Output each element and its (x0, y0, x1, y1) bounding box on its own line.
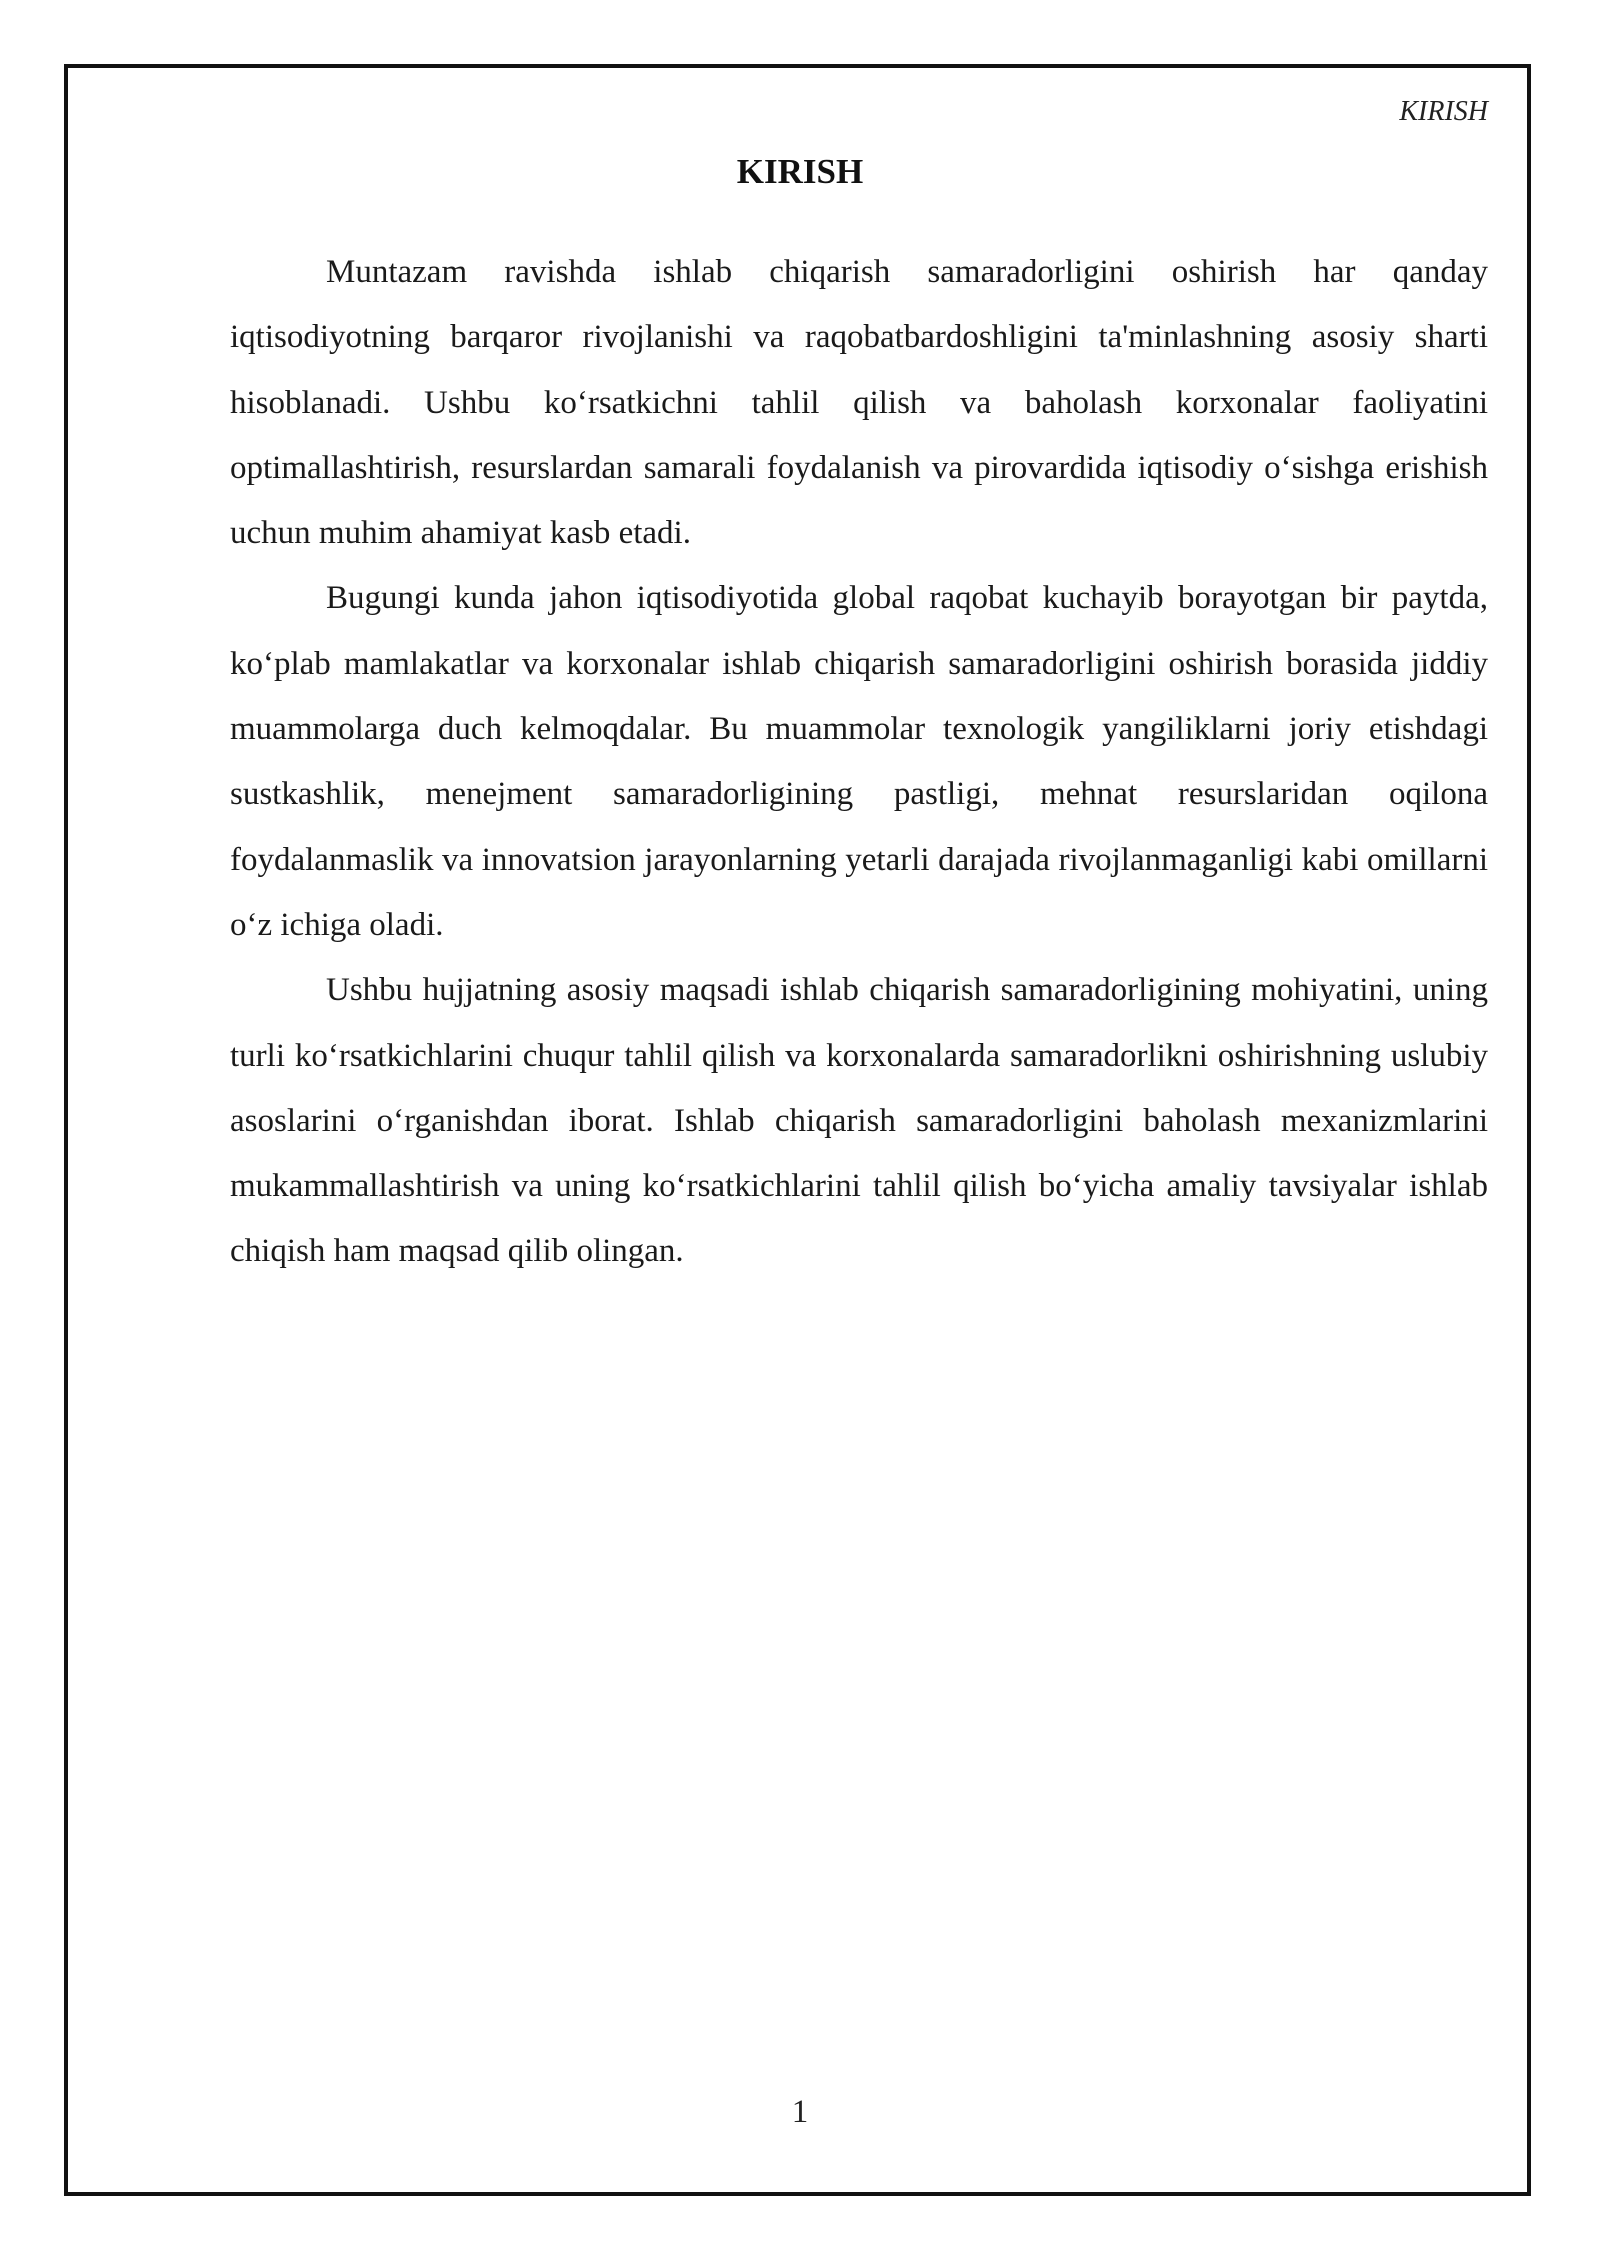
paragraph: Muntazam ravishda ishlab chiqarish samaradorligini oshirish har qanday iqtisodiyotning barqaror rivojlanishi va raqobatbardoshligini ta'minlashning asosiy sharti hisoblanadi. Ushbu ko‘rsatkichni tahlil qilish va baholash korxonalar faoliyatini optimallashtirish, resurslardan samarali foydalanish va pirovardida iqtisodiy o‘sishga erishish uchun muhim ahamiyat kasb etadi. (230, 254, 1488, 552)
document-body (230, 240, 1488, 1285)
page-number: 1 (791, 2094, 809, 2130)
page-title: KIRISH (736, 152, 864, 191)
paragraph: Bugungi kunda jahon iqtisodiyotida global raqobat kuchayib borayotgan bir paytda, ko‘plab mamlakatlar va korxonalar ishlab chiqarish samaradorligini oshirish borasida jiddiy muammolarga duch kelmoqdalar. Bu muammolar texnologik yangiliklarni joriy etishdagi sustkashlik, menejment samaradorligining pastligi, mehnat resurslaridan oqilona foydalanmaslik va innovatsion jarayonlarning yetarli darajada rivojlanmaganligi kabi omillarni o‘z ichiga oladi. (230, 580, 1488, 943)
paragraph: Ushbu hujjatning asosiy maqsadi ishlab chiqarish samaradorligining mohiyatini, uning turli ko‘rsatkichlarini chuqur tahlil qilish va korxonalarda samaradorlikni oshirishning uslubiy asoslarini o‘rganishdan iborat. Ishlab chiqarish samaradorligini baholash mexanizmlarini mukammallashtirish va uning ko‘rsatkichlarini tahlil qilish bo‘yicha amaliy tavsiyalar ishlab chiqish ham maqsad qilib olingan. (230, 972, 1488, 1270)
running-header: KIRISH (1399, 96, 1488, 127)
